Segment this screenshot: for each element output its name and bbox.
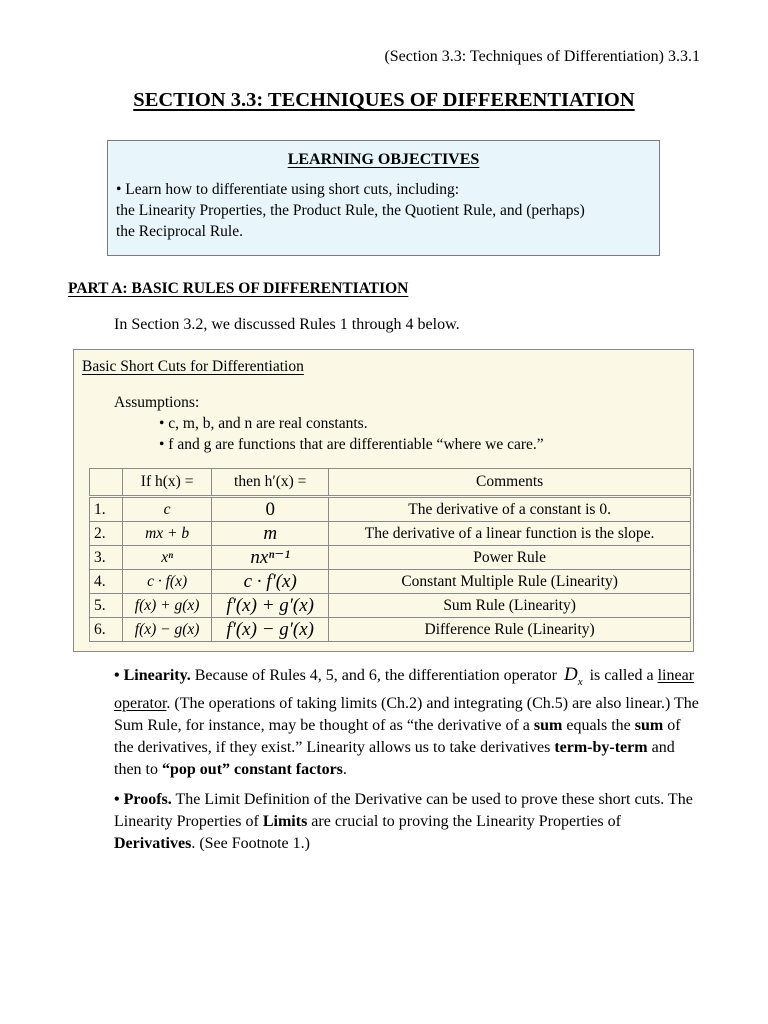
rule-function: c · f(x) <box>123 570 212 594</box>
rule-comment: The derivative of a linear function is the slope. <box>329 522 691 546</box>
rule-comment: Power Rule <box>329 546 691 570</box>
linearity-text-1: Because of Rules 4, 5, and 6, the differentiation operator <box>194 667 557 684</box>
header-function: If h(x) = <box>123 469 212 497</box>
rules-table-header <box>90 469 691 497</box>
limits-emphasis: Limits <box>262 813 308 830</box>
table-row <box>90 522 691 546</box>
derivatives-emphasis: Derivatives <box>114 835 192 852</box>
differentiation-operator <box>563 664 583 688</box>
basic-rules-box <box>73 349 694 652</box>
objectives-heading: LEARNING OBJECTIVES <box>287 151 480 168</box>
operator-symbol: D <box>563 664 578 685</box>
assumption-2: • f and g are functions that are differentiable “where we care.” <box>159 436 544 453</box>
running-head: (Section 3.3: Techniques of Differentiation) 3.3.1 <box>384 48 700 65</box>
rule-number: 2. <box>90 522 123 546</box>
linearity-label: • Linearity. <box>114 667 191 684</box>
rule-derivative: m <box>212 522 329 546</box>
rules-box-title: Basic Short Cuts for Differentiation <box>82 358 304 375</box>
table-row <box>90 546 691 570</box>
linearity-paragraph <box>114 664 704 781</box>
assumptions-label: Assumptions: <box>114 394 200 411</box>
rule-derivative: f′(x) + g′(x) <box>212 594 329 618</box>
proofs-text-5: . (See Footnote 1.) <box>191 835 310 852</box>
rule-comment: Constant Multiple Rule (Linearity) <box>329 570 691 594</box>
rule-function: f(x) + g(x) <box>123 594 212 618</box>
rule-derivative: 0 <box>212 497 329 522</box>
linearity-text-13: . <box>342 760 347 778</box>
sum-emphasis-2: sum <box>634 716 664 734</box>
linearity-text-2: is called <box>589 667 643 684</box>
objectives-line-1: • Learn how to differentiate using short cuts, including: <box>116 181 460 198</box>
table-row <box>90 497 691 522</box>
objectives-text <box>116 179 651 242</box>
rule-comment: Sum Rule (Linearity) <box>329 594 691 618</box>
proofs-label: • Proofs. <box>114 791 172 808</box>
rule-comment: The derivative of a constant is 0. <box>329 497 691 522</box>
rule-number: 5. <box>90 594 123 618</box>
proofs-paragraph <box>114 789 704 855</box>
rule-derivative: f′(x) − g′(x) <box>212 618 329 642</box>
linearity-text-11: and then to <box>114 738 675 778</box>
rule-number: 3. <box>90 546 123 570</box>
table-row <box>90 570 691 594</box>
rule-number: 4. <box>90 570 123 594</box>
operator-subscript: x <box>577 675 583 688</box>
proofs-text-1: The Limit Definition of the Derivative can be used to prove these short cuts. The Linearity Properties of <box>114 791 693 830</box>
rules-table <box>89 468 691 642</box>
rule-derivative: nxⁿ⁻¹ <box>212 546 329 570</box>
rule-number: 6. <box>90 618 123 642</box>
rule-function: mx + b <box>123 522 212 546</box>
header-comments: Comments <box>329 469 691 497</box>
page-title-text: SECTION 3.3: TECHNIQUES OF DIFFERENTIATION <box>133 89 635 111</box>
rule-function: f(x) − g(x) <box>123 618 212 642</box>
rule-comment: Difference Rule (Linearity) <box>329 618 691 642</box>
page-title <box>0 89 768 112</box>
sum-emphasis-1: sum <box>533 716 563 734</box>
rule-function: xⁿ <box>123 546 212 570</box>
objectives-line-3: the Reciprocal Rule. <box>116 223 243 240</box>
objectives-line-2: the Linearity Properties, the Product Rule, the Quotient Rule, and (perhaps) <box>116 202 585 219</box>
linearity-text-3: a <box>646 667 654 684</box>
term-by-term-emphasis: term-by-term <box>554 738 648 756</box>
assumptions <box>114 392 544 455</box>
header-derivative: then h′(x) = <box>212 469 329 497</box>
linearity-text-5: . (The operations of taking limits (Ch.2) and integrating (Ch.5) are also linear.) The Sum Rule, for instance, may be thought of as “the derivative of a <box>114 694 699 734</box>
rule-function: c <box>123 497 212 522</box>
linearity-text-7: equals the <box>566 716 631 734</box>
assumption-1: • c, m, b, and n are real constants. <box>159 415 368 432</box>
table-row <box>90 594 691 618</box>
linear-operator-term: linear operator <box>114 667 695 712</box>
part-a-intro: In Section 3.2, we discussed Rules 1 through 4 below. <box>114 316 460 333</box>
rule-number: 1. <box>90 497 123 522</box>
table-row <box>90 618 691 642</box>
proofs-text-3: are crucial to proving the Linearity Properties of <box>311 813 621 830</box>
pop-out-emphasis: “pop out” constant factors <box>162 760 343 778</box>
part-a-heading: PART A: BASIC RULES OF DIFFERENTIATION <box>68 280 409 297</box>
header-num <box>90 469 123 497</box>
linearity-text-9: of the derivatives, if they exist.” Linearity allows us to take derivatives <box>114 716 681 756</box>
rule-derivative: c · f′(x) <box>212 570 329 594</box>
learning-objectives-box <box>107 140 660 256</box>
